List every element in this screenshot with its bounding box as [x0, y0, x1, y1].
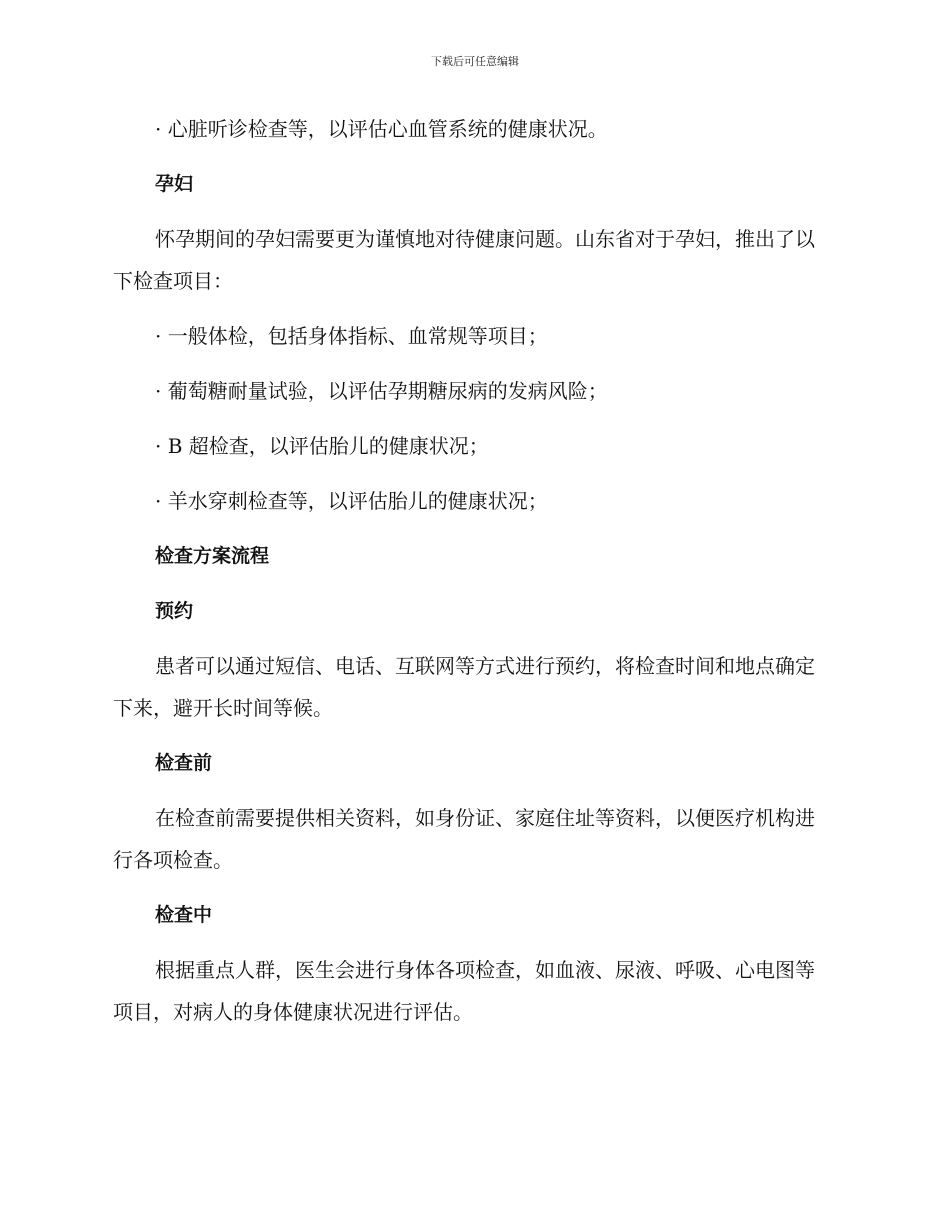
paragraph-appointment: 患者可以通过短信、电话、互联网等方式进行预约，将检查时间和地点确定下来，避开长时间等候。 [113, 654, 815, 720]
paragraph-before-exam: 在检查前需要提供相关资料，如身份证、家庭住址等资料，以便医疗机构进行各项检查。 [113, 806, 815, 872]
section-heading-during-exam: 检查中 [155, 904, 213, 926]
bullet-item-heart-auscultation: · 心脏听诊检查等，以评估心血管系统的健康状况。 [155, 117, 608, 141]
bullet-item-glucose-test: · 葡萄糖耐量试验，以评估孕期糖尿病的发病风险； [155, 379, 608, 403]
bullet-item-amniocentesis: · 羊水穿刺检查等，以评估胎儿的健康状况； [155, 489, 548, 513]
section-heading-process: 检查方案流程 [155, 545, 270, 567]
bullet-item-general-exam: · 一般体检，包括身体指标、血常规等项目； [155, 324, 548, 348]
bullet-item-b-ultrasound: · B 超检查，以评估胎儿的健康状况； [155, 434, 489, 458]
document-body [113, 108, 831, 1046]
paragraph-during-exam: 根据重点人群，医生会进行身体各项检查，如血液、尿液、呼吸、心电图等项目，对病人的身体健康状况进行评估。 [113, 958, 815, 1024]
section-heading-appointment: 预约 [155, 600, 194, 622]
section-heading-before-exam: 检查前 [155, 752, 213, 774]
paragraph-pregnant-intro: 怀孕期间的孕妇需要更为谨慎地对待健康问题。山东省对于孕妇，推出了以下检查项目： [113, 227, 815, 293]
section-heading-pregnant: 孕妇 [155, 173, 194, 195]
page-header: 下载后可任意编辑 [431, 55, 519, 68]
